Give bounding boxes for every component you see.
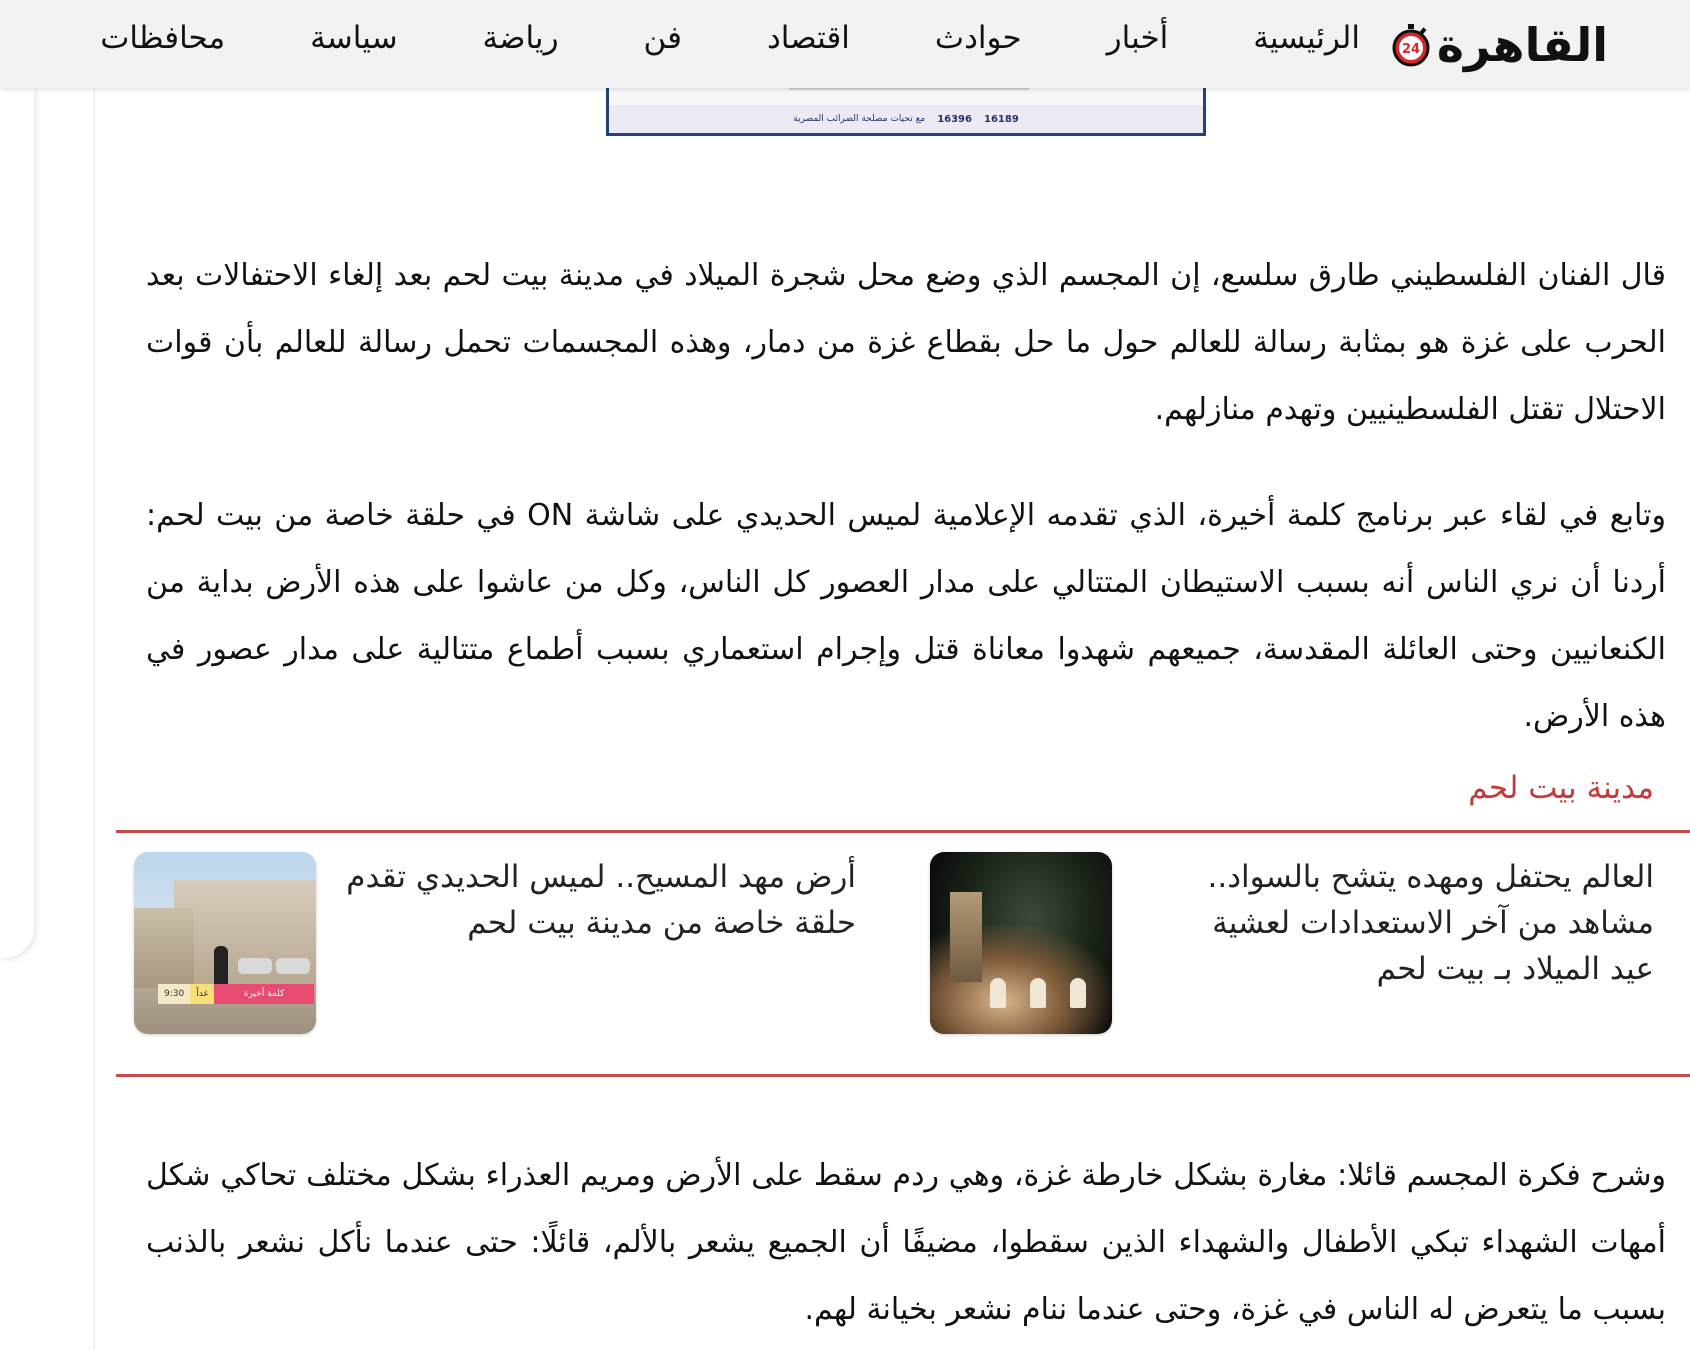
- stone-building: [134, 908, 194, 988]
- nav-item-sports[interactable]: رياضة: [482, 20, 559, 56]
- related-bottom-rule: [116, 1074, 1690, 1077]
- nav-item-news[interactable]: أخبار: [1106, 20, 1169, 56]
- article-paragraph: وتابع في لقاء عبر برنامج كلمة أخيرة، الذي تقدمه الإعلامية لميس الحديدي على شاشة ON في حلقة خاصة من بيت لحم: أردنا أن نري الناس أنه بسبب الاستيطان المتتالي على مدار العصور كل الناس، وكل من عاشوا على هذه الأرض بداية من الكنعانيين وحتى العائلة المقدسة، جميعهم شهدوا معاناة قتل وإجرام استعماري بسبب أطماع متتالية على مدار عصور في هذه الأرض.: [146, 498, 1666, 734]
- main-menu: [100, 0, 1360, 76]
- show-day: غداً: [190, 984, 214, 1004]
- related-card[interactable]: [134, 852, 856, 1036]
- related-section-title[interactable]: مدينة بيت لحم: [1468, 770, 1654, 806]
- nav-item-art[interactable]: فن: [643, 20, 682, 56]
- statue-figure: [1030, 978, 1046, 1008]
- nav-item-economy[interactable]: اقتصاد: [766, 20, 850, 56]
- related-top-rule: [116, 830, 1690, 833]
- related-card-thumbnail[interactable]: [134, 852, 316, 1034]
- parked-car: [276, 958, 310, 974]
- logo-badge-number: 24: [1401, 42, 1420, 57]
- related-card-thumbnail[interactable]: [930, 852, 1112, 1034]
- image-caption: مع تحيات مصلحة الضرائب المصرية: [793, 114, 926, 124]
- related-card-title[interactable]: أرض مهد المسيح.. لميس الحديدي تقدم حلقة خاصة من مدينة بيت لحم: [346, 859, 856, 941]
- tv-lower-third: [158, 984, 314, 1004]
- top-navigation-bar: [0, 0, 1690, 88]
- church-tower: [950, 892, 982, 982]
- nav-item-home[interactable]: الرئيسية: [1253, 20, 1360, 56]
- nav-item-politics[interactable]: سياسة: [310, 20, 398, 56]
- show-time: 9:30: [158, 984, 190, 1004]
- image-footer-bar: [609, 105, 1203, 133]
- image-number-2: 16396: [937, 113, 972, 125]
- side-panel-edge: [0, 88, 34, 958]
- statue-figure: [990, 978, 1006, 1008]
- image-number-1: 16189: [983, 113, 1019, 125]
- nav-item-governorates[interactable]: محافظات: [100, 20, 226, 56]
- article-paragraph: وشرح فكرة المجسم قائلا: مغارة بشكل خارطة غزة، وهي ردم سقط على الأرض ومريم العذراء بشكل مختلف تحاكي شكل أمهات الشهداء تبكي الأطفال والشهداء الذين سقطوا، مضيفًا أن الجميع يشعر بالألم، قائلًا: حتى عندما نأكل نشعر بالذنب بسبب ما يتعرض له الناس في غزة، وحتى عندما ننام نشعر بخيانة لهم.: [146, 1158, 1666, 1327]
- article-image: [606, 80, 1206, 136]
- site-logo[interactable]: [1401, 10, 1608, 80]
- image-divider: [789, 88, 1029, 90]
- related-card[interactable]: [930, 852, 1654, 1036]
- show-name: كلمة أخيرة: [214, 984, 314, 1004]
- article-paragraph: قال الفنان الفلسطيني طارق سلسع، إن المجسم الذي وضع محل شجرة الميلاد في مدينة بيت لحم بعد إلغاء الاحتفالات بعد الحرب على غزة هو بمثابة رسالة للعالم حول ما حل بقطاع غزة من دمار، وهذه المجسمات تحمل رسالة للعالم بأن قوات الاحتلال تقتل الفلسطينيين وتهدم منازلهم.: [146, 258, 1666, 427]
- parked-car: [238, 958, 272, 974]
- related-card-title[interactable]: العالم يحتفل ومهده يتشح بالسواد.. مشاهد من آخر الاستعدادات لعشية عيد الميلاد بـ بيت لحم: [1207, 859, 1654, 987]
- nav-item-incidents[interactable]: حوادث: [934, 20, 1022, 56]
- stopwatch-icon: [1389, 23, 1433, 67]
- statue-figure: [1070, 978, 1086, 1008]
- logo-text: القاهرة: [1436, 18, 1608, 72]
- content-divider: [94, 88, 95, 1350]
